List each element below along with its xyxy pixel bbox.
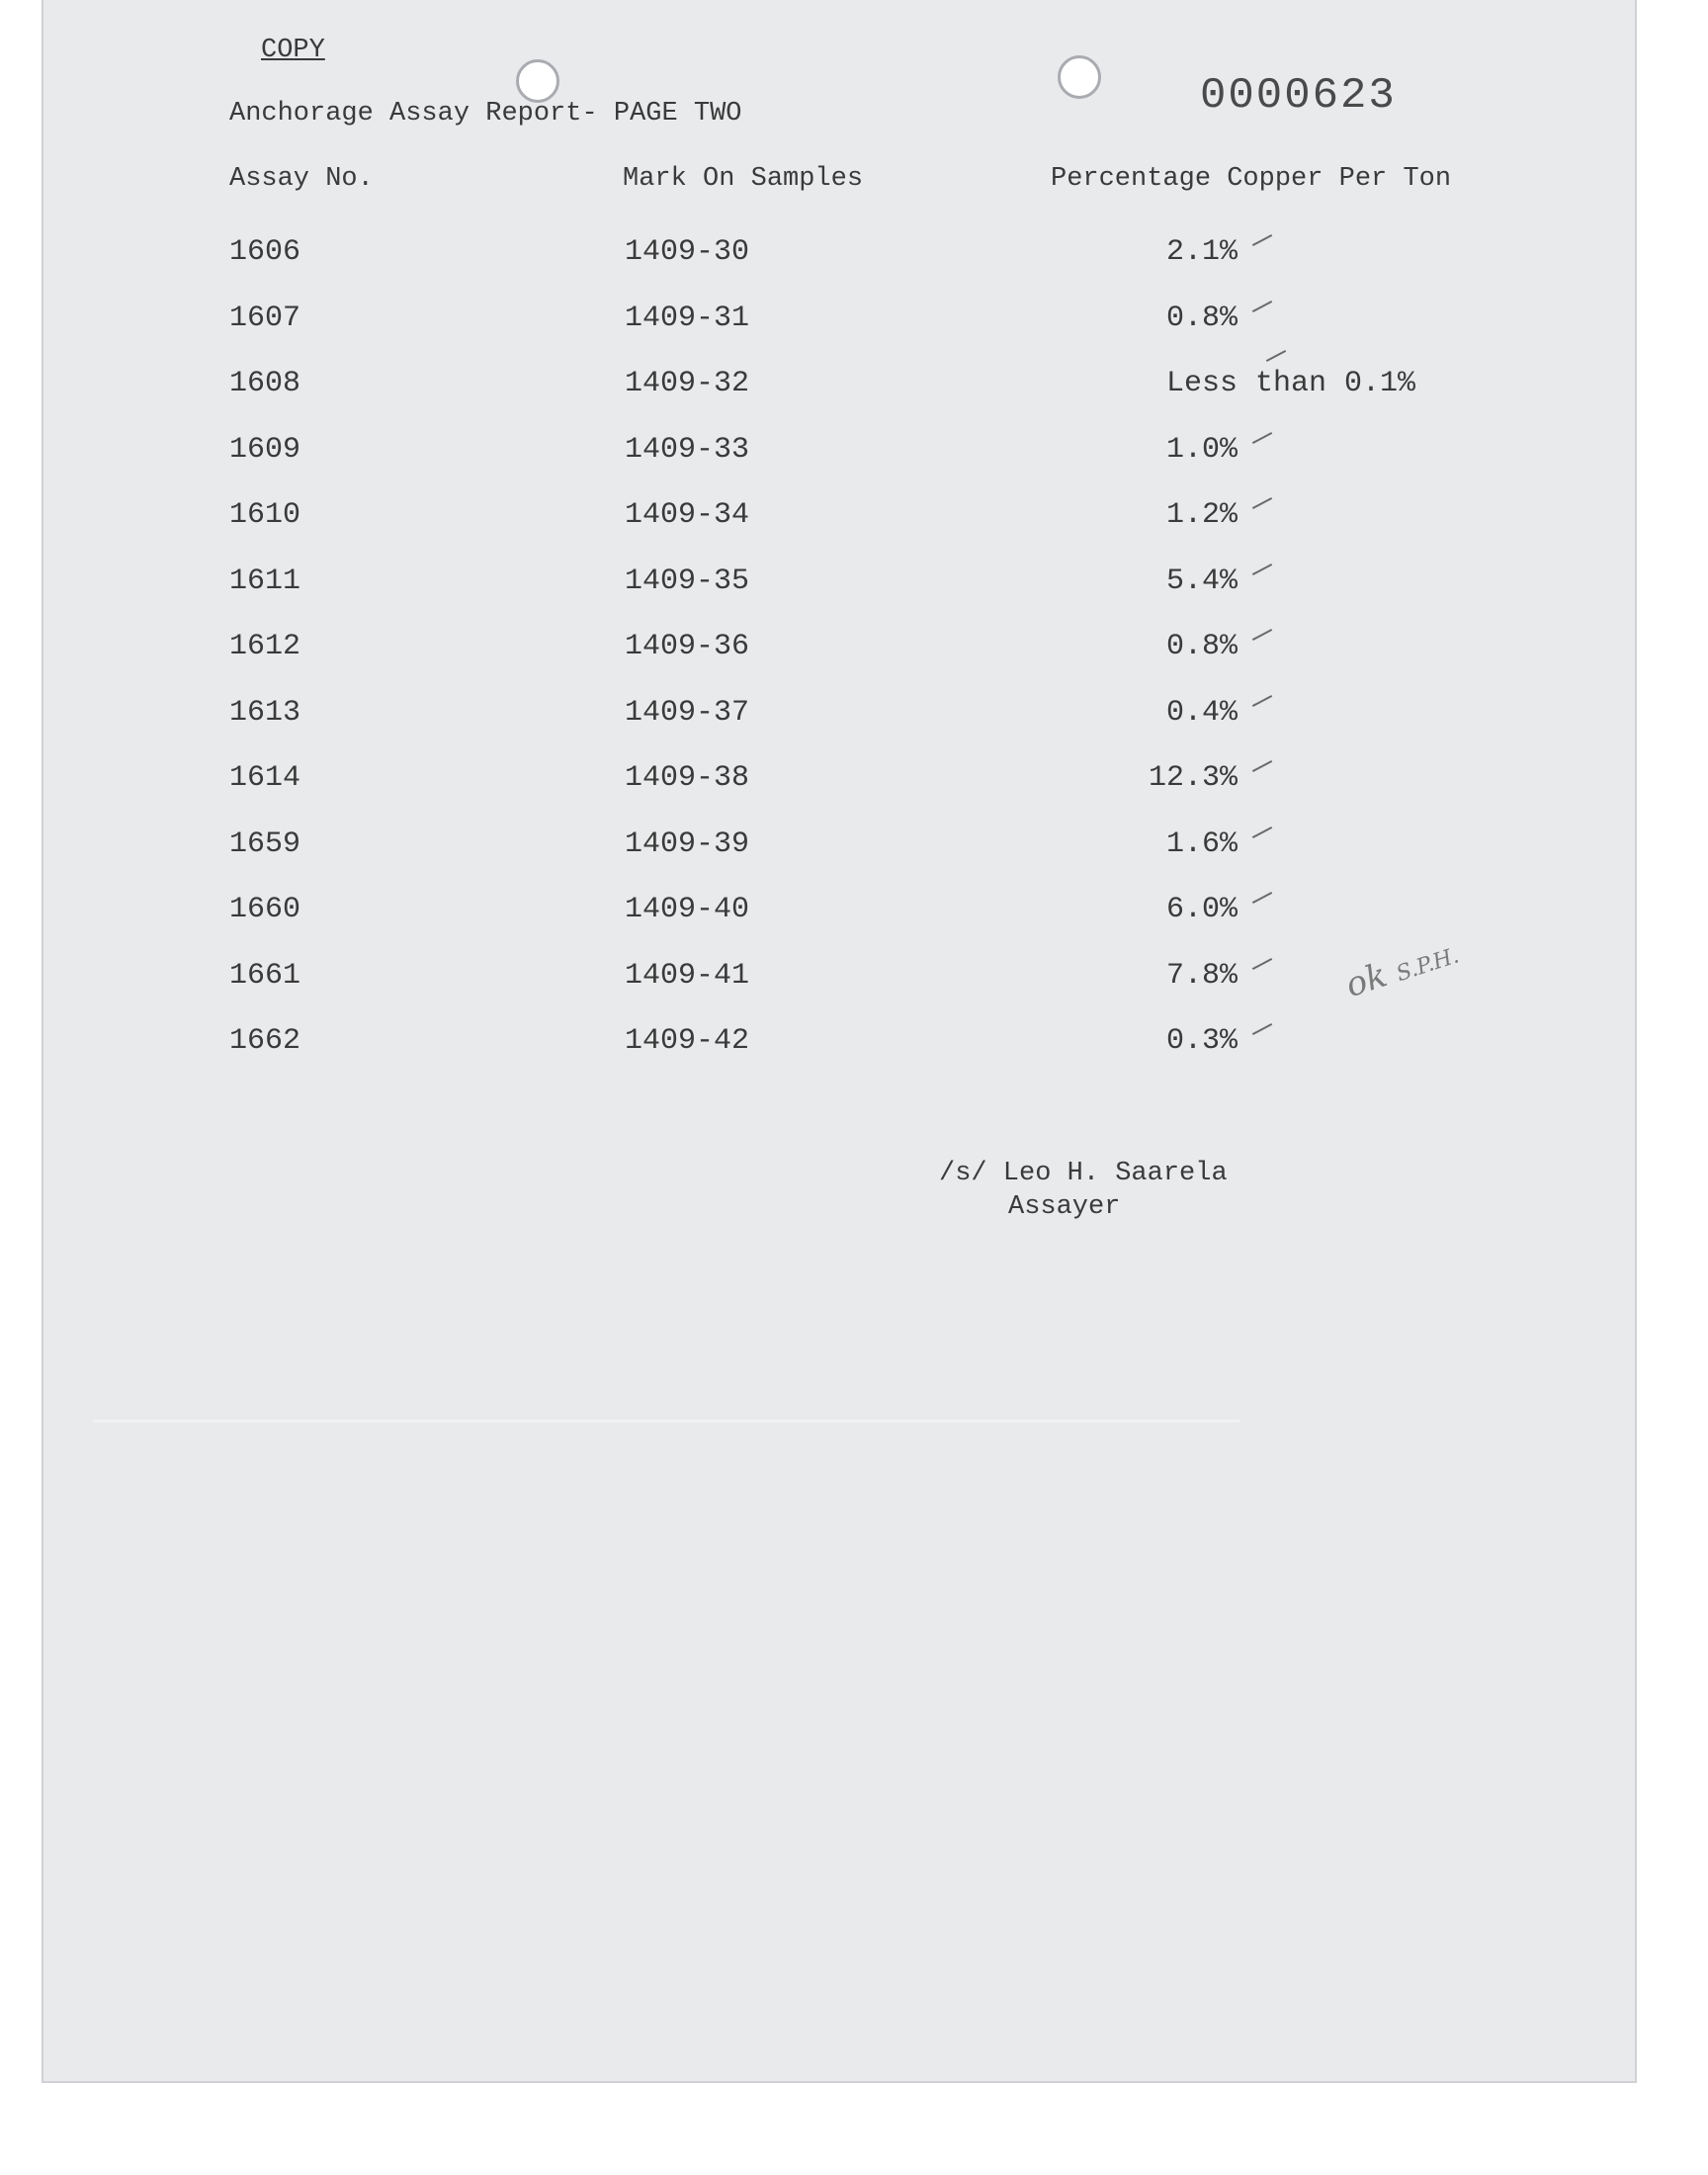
check-mark-icon (1252, 760, 1272, 772)
copy-label: COPY (261, 36, 325, 65)
report-title: Anchorage Assay Report- PAGE TWO (229, 99, 742, 129)
copper-percentage: Less than 0.1% (1166, 367, 1416, 400)
sample-mark: 1409-30 (625, 235, 750, 269)
sample-mark: 1409-32 (625, 367, 750, 400)
punch-hole-right (1058, 55, 1101, 99)
copper-percentage: 0.4% (1165, 695, 1238, 730)
assay-number: 1606 (229, 235, 301, 269)
document-number: 0000623 (1200, 71, 1397, 121)
assay-number: 1662 (229, 1024, 301, 1058)
header-assay-no: Assay No. (229, 164, 374, 194)
header-mark-on-samples: Mark On Samples (623, 164, 864, 194)
assay-number: 1613 (229, 695, 301, 730)
handwritten-ok: ok (1340, 955, 1393, 1006)
check-mark-icon (1252, 300, 1272, 311)
table-row (0, 565, 1708, 604)
assay-number: 1610 (229, 498, 301, 532)
sample-mark: 1409-41 (625, 958, 750, 993)
table-row (0, 630, 1708, 669)
copper-percentage: 7.8% (1165, 958, 1238, 993)
sample-mark: 1409-40 (625, 893, 750, 926)
check-mark-icon (1252, 497, 1272, 509)
copper-percentage: 6.0% (1165, 893, 1238, 926)
copper-percentage: 5.4% (1165, 564, 1238, 598)
copper-percentage: 0.8% (1165, 630, 1238, 663)
sample-mark: 1409-36 (625, 630, 750, 663)
header-percentage-copper: Percentage Copper Per Ton (1051, 164, 1452, 194)
check-mark-icon (1252, 1023, 1272, 1035)
check-mark-icon (1252, 234, 1272, 246)
table-row (0, 761, 1708, 801)
assay-number: 1607 (229, 301, 301, 335)
sample-mark: 1409-39 (625, 826, 750, 861)
check-mark-icon (1252, 431, 1272, 443)
table-row (0, 1024, 1708, 1064)
check-mark-icon (1252, 694, 1272, 706)
assay-number: 1614 (229, 761, 301, 795)
table-row (0, 893, 1708, 932)
check-mark-icon (1252, 826, 1272, 837)
table-row (0, 433, 1708, 473)
paper-fold-line (93, 1420, 1239, 1423)
handwritten-initials-text: S.P.H. (1393, 943, 1463, 988)
assay-number: 1660 (229, 893, 301, 926)
table-row (0, 367, 1708, 406)
assay-number: 1659 (229, 826, 301, 861)
punch-hole-left (516, 59, 559, 103)
assay-number: 1612 (229, 630, 301, 663)
copper-percentage: 12.3% (1148, 761, 1238, 795)
sample-mark: 1409-38 (625, 761, 750, 795)
check-mark-icon (1252, 629, 1272, 641)
sample-mark: 1409-33 (625, 432, 750, 467)
table-row (0, 696, 1708, 736)
signature-line: /s/ Leo H. Saarela (939, 1159, 1228, 1188)
check-mark-icon (1252, 563, 1272, 574)
assay-number: 1661 (229, 958, 301, 993)
table-row (0, 827, 1708, 867)
copper-percentage: 0.8% (1165, 301, 1238, 335)
copper-percentage: 0.3% (1165, 1024, 1238, 1058)
copper-percentage: 2.1% (1165, 235, 1238, 269)
copper-percentage: 1.2% (1165, 498, 1238, 532)
assay-number: 1608 (229, 367, 301, 400)
table-row (0, 302, 1708, 341)
copper-percentage: 1.0% (1165, 432, 1238, 467)
copper-percentage: 1.6% (1165, 826, 1238, 861)
sample-mark: 1409-34 (625, 498, 750, 532)
check-mark-icon (1252, 957, 1272, 969)
table-row (0, 235, 1708, 275)
sample-mark: 1409-42 (625, 1024, 750, 1058)
sample-mark: 1409-37 (625, 695, 750, 730)
assay-number: 1609 (229, 432, 301, 467)
check-mark-icon (1252, 892, 1272, 904)
table-row (0, 498, 1708, 538)
sample-mark: 1409-35 (625, 564, 750, 598)
signature-role: Assayer (1008, 1192, 1121, 1222)
sample-mark: 1409-31 (625, 301, 750, 335)
assay-number: 1611 (229, 564, 301, 598)
